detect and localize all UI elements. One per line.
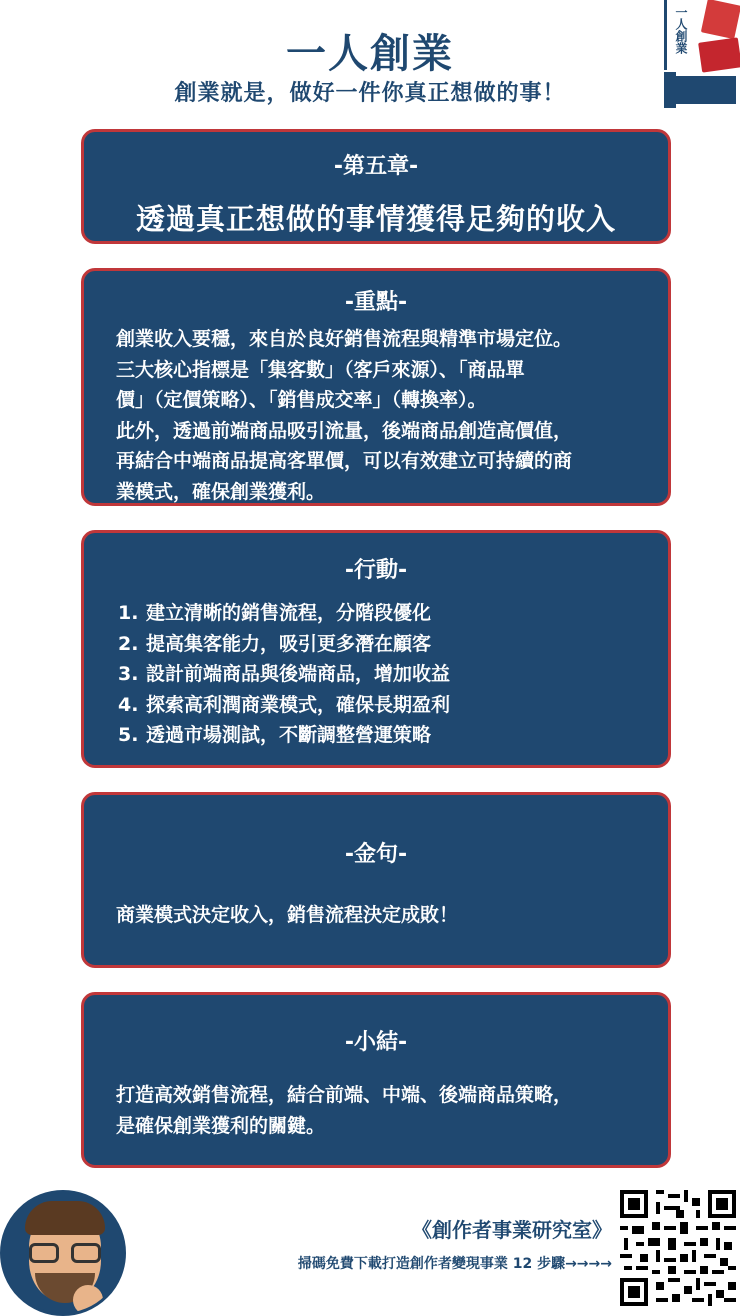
actions-card bbox=[81, 530, 671, 768]
chapter-card bbox=[81, 129, 671, 244]
action-text: 建立清晰的銷售流程，分階段優化 bbox=[146, 602, 432, 624]
page-subtitle: 創業就是，做好一件你真正想做的事！ bbox=[174, 81, 566, 106]
summary-line: 打造高效銷售流程，結合前端、中端、後端商品策略， bbox=[116, 1084, 573, 1106]
key-points-line: 業模式，確保創業獲利。 bbox=[116, 480, 326, 503]
action-number: 1. bbox=[118, 602, 139, 624]
action-number: 2. bbox=[118, 632, 139, 655]
qr-code[interactable] bbox=[620, 1190, 736, 1306]
action-item bbox=[118, 720, 668, 751]
page-title: 一人創業 bbox=[286, 31, 454, 77]
actions-label: -行動- bbox=[344, 558, 408, 583]
summary-text bbox=[84, 1080, 668, 1141]
summary-line: 是確保創業獲利的關鍵。 bbox=[116, 1114, 326, 1137]
action-text: 提高集客能力，吸引更多潛在顧客 bbox=[146, 632, 432, 655]
key-points-line: 再結合中端商品提高客單價，可以有效建立可持續的商 bbox=[116, 450, 573, 472]
key-points-line: 創業收入要穩，來自於良好銷售流程與精準市場定位。 bbox=[116, 328, 573, 350]
key-points-label: -重點- bbox=[344, 290, 408, 315]
action-text: 探索高利潤商業模式，確保長期盈利 bbox=[146, 693, 451, 716]
action-number: 3. bbox=[118, 663, 139, 685]
action-text: 設計前端商品與後端商品，增加收益 bbox=[146, 663, 451, 685]
action-item bbox=[118, 629, 668, 660]
action-item bbox=[118, 690, 668, 721]
footer-promo bbox=[298, 1214, 612, 1273]
action-text: 透過市場測試，不斷調整營運策略 bbox=[146, 724, 432, 746]
author-avatar bbox=[0, 1190, 126, 1316]
key-points-card bbox=[81, 268, 671, 506]
action-number: 4. bbox=[118, 693, 139, 716]
summary-label: -小結- bbox=[344, 1030, 408, 1055]
key-points-line: 價」（定價策略）、「銷售成交率」（轉換率）。 bbox=[116, 389, 487, 411]
download-cta[interactable]: 掃碼免費下載打造創作者變現事業 12 步驟→→→→ bbox=[297, 1256, 612, 1272]
key-points-line: 三大核心指標是「集客數」（客戶來源）、「商品單 bbox=[116, 358, 525, 381]
action-item bbox=[118, 659, 668, 690]
studio-name: 《創作者事業研究室》 bbox=[412, 1218, 612, 1242]
actions-list bbox=[84, 598, 668, 751]
book-cover-image bbox=[664, 0, 740, 108]
key-points-line: 此外，透過前端商品吸引流量，後端商品創造高價值， bbox=[116, 419, 573, 442]
quote-text: 商業模式決定收入，銷售流程決定成敗！ bbox=[116, 904, 459, 926]
key-points-text bbox=[84, 324, 668, 507]
action-number: 5. bbox=[118, 724, 139, 746]
quote-card bbox=[81, 792, 671, 968]
action-item bbox=[118, 598, 668, 629]
chapter-title: 透過真正想做的事情獲得足夠的收入 bbox=[135, 202, 616, 236]
book-cover-title: 一人創業 bbox=[674, 6, 688, 54]
quote-label: -金句- bbox=[344, 842, 408, 867]
summary-card bbox=[81, 992, 671, 1168]
page-header bbox=[0, 0, 740, 120]
chapter-label: -第五章- bbox=[333, 154, 419, 179]
